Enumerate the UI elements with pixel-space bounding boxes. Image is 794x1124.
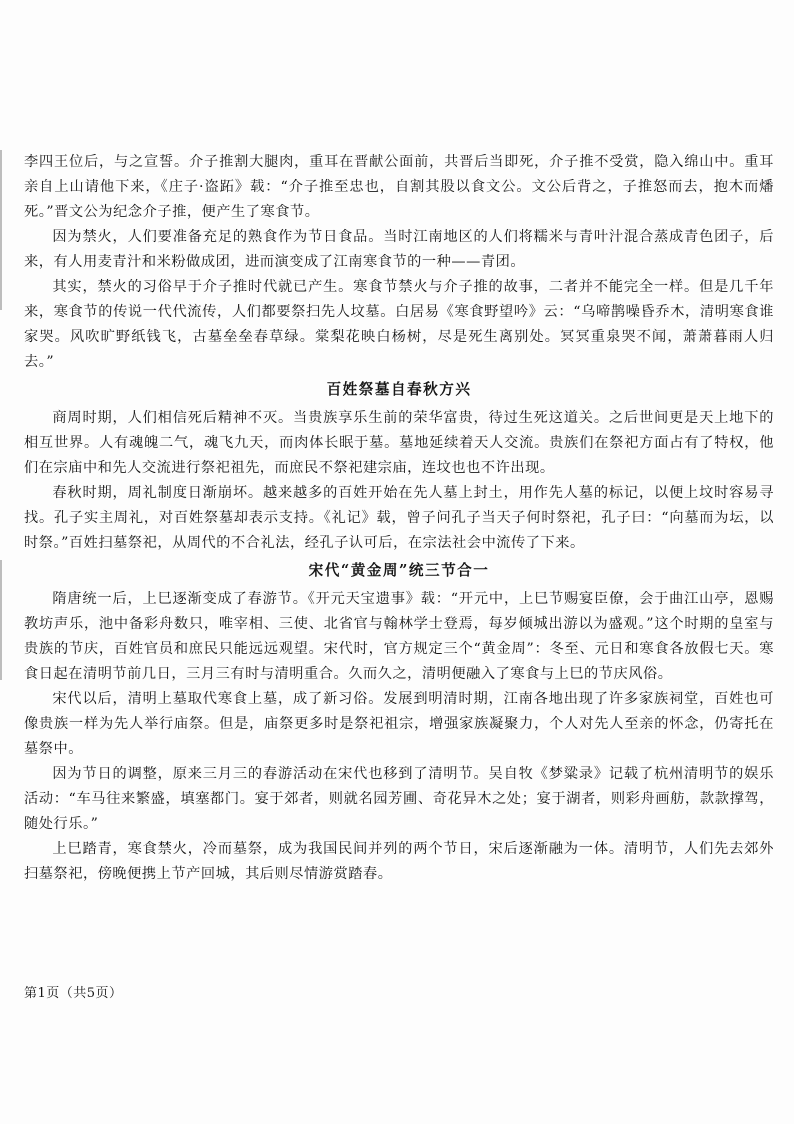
paragraph: 上巳踏青，寒食禁火，冷而墓祭，成为我国民间并列的两个节日，宋后逐渐融为一体。清明节，人们先去郊外扫墓祭祀，傍晚便携上节产回城，其后则尽情游赏踏春。	[24, 841, 774, 882]
article-body	[24, 150, 774, 887]
paragraph: 李四王位后，与之宣誓。介子推割大腿肉，重耳在晋献公面前，共晋后当即死，介子推不受赏，隐入绵山中。重耳亲自上山请他下来，《庄子·盗跖》载：“介子推至忠也，自割其股以食文公。文公后背之，子推怒而去，抱木而燔死。”晋文公为纪念介子推，便产生了寒食节。	[24, 154, 774, 220]
paragraph: 春秋时期，周礼制度日渐崩坏。越来越多的百姓开始在先人墓上封土，用作先人墓的标记，以便上坟时容易寻找。孔子实主周礼，对百姓祭墓却表示支持。《礼记》载，曾子问孔子当天子何时祭祀，孔子曰：“向墓而为坛，以时祭。”百姓扫墓祭祀，从周代的不合礼法，经孔子认可后，在宗法社会中流传了下来。	[24, 485, 774, 551]
paragraph: 因为禁火，人们要准备充足的熟食作为节日食品。当时江南地区的人们将糯米与青叶汁混合蒸成青色团子，后来，有人用麦青汁和米粉做成团，进而演变成了江南寒食节的一种——青团。	[24, 229, 774, 270]
paragraph: 商周时期，人们相信死后精神不灭。当贵族享乐生前的荣华富贵，待过生死这道关。之后世间更是天上地下的相互世界。人有魂魄二气，魂飞九天，而肉体长眠于墓。墓地延续着天人交流。贵族们在祭祀方面占有了特权，他们在宗庙中和先人交流进行祭祀祖先，而庶民不祭祀建宗庙，连坟也也不许出现。	[24, 410, 774, 476]
page-number: 第1页（共5页）	[24, 986, 123, 1001]
scan-edge-mark	[0, 150, 2, 310]
paragraph: 隋唐统一后，上巳逐渐变成了春游节。《开元天宝遗事》载：“开元中，上巳节赐宴臣僚，会于曲江山亭，恩赐教坊声乐，池中备彩舟数只，唯宰相、三使、北省官与翰林学士登焉，每岁倾城出游以为盛观。”这个时期的皇室与贵族的节庆，百姓官员和庶民只能远远观望。宋代时，官方规定三个“黄金周”：冬至、元日和寒食各放假七天。寒食日起在清明节前几日，三月三有时与清明重合。久而久之，清明便融入了寒食与上巳的节庆风俗。	[24, 591, 774, 682]
scan-edge-mark	[0, 560, 2, 680]
paragraph: 因为节日的调整，原来三月三的春游活动在宋代也移到了清明节。吴自牧《梦粱录》记载了杭州清明节的娱乐活动：“车马往来繁盛，填塞都门。宴于郊者，则就名园芳圃、奇花异木之处；宴于湖者，则彩舟画舫，款款撑驾，随处行乐。”	[24, 766, 774, 832]
paragraph: 其实，禁火的习俗早于介子推时代就已产生。寒食节禁火与介子推的故事，二者并不能完全一样。但是几千年来，寒食节的传说一代代流传，人们都要祭扫先人坟墓。白居易《寒食野望吟》云：“乌啼鹊噪昏乔木，清明寒食谁家哭。风吹旷野纸钱飞，古墓垒垒春草绿。棠梨花映白杨树，尽是死生离别处。冥冥重泉哭不闻，萧萧暮雨人归去。”	[24, 279, 774, 370]
section-heading: 宋代“黄金周”统三节合一	[308, 562, 490, 579]
section-heading: 百姓祭墓自春秋方兴	[326, 381, 472, 398]
paragraph: 宋代以后，清明上墓取代寒食上墓，成了新习俗。发展到明清时期，江南各地出现了许多家族祠堂，百姓也可像贵族一样为先人举行庙祭。但是，庙祭更多时是祭祀祖宗，增强家族凝聚力，个人对先人至亲的怀念，仍寄托在墓祭中。	[24, 691, 774, 757]
